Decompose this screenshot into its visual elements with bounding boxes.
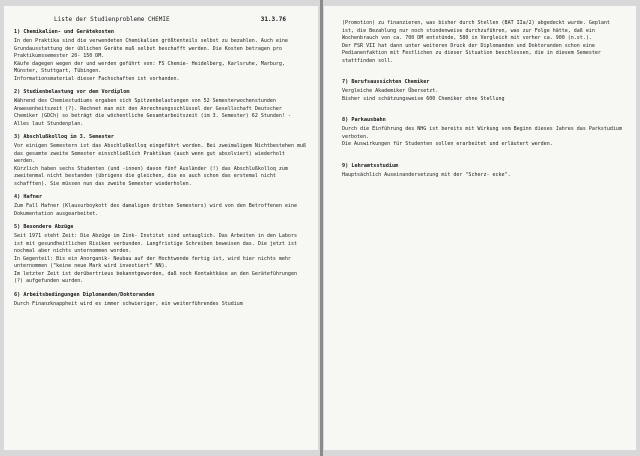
section-body: Durch die Einführung des NHG ist bereits mit Wirkung vom Beginn dieses Jahres das Parkstudium verboten. Die Auswirkungen für Studenten sollen erarbeitet und erläutert werden. <box>342 126 622 147</box>
section-heading: 4) Hafner <box>14 194 43 200</box>
section-body: Während des Chemiestudiums ergaben sich Spitzenbelastungen von 52 Semesterwochenstunden Anwesenheitszeit (?). Rechnet man mit den Anrechnungsschlüssel der Gesellschaft Deutscher Chemiker (GDCh) so beträgt die wöchentliche Gesamtarbeitszeit (im 3. Semester) 62 Stunden! - Alles laut Stundenplan. <box>14 98 294 127</box>
section-berufsaussichten <box>342 79 624 103</box>
page-header <box>14 16 306 23</box>
section-heading: 1) Chemikalien- und Gerätekosten <box>14 29 114 35</box>
section-body: Seit 1971 steht Zeit: Die Abzüge im Zink- Institut sind untauglich. Das Arbeiten in den Labors ist mit gesundheitlichen Risiken verbunden. Langfristige Schreiben beweisen das. Die jetzt ist nochmal aber nichts unternommen worden. In Gegenteil: Bis ein Anorganik- Neubau auf der Hochtwende fertig ist, wird hier nichts mehr unternommen ("keine neue Mark wird investiert" NN). Im letzter Zeit ist derübertrieus bekanntgeworden, daß noch Kontaktkäse an den Geräteführungen (?) aufgefunden wurden. <box>14 233 297 284</box>
section-arbeitsbedingungen <box>14 292 306 309</box>
section-body: In den Praktika sind die verwendeten Chemikalien größtenteils selbst zu bezahlen. Auch eine Grundausstattung der üblichen Geräte muß selbst beschafft werden. Die Kosten betragen pro Praktikumssemester 20- 150 DM. Käufe dagegen wegen der und werden geführt von: FS Chemie- Heidelberg, Karlsruhe, Marburg, Münster, Stuttgart, Tübingen. Informationsmaterial dieser Fachschaften ist vorhanden. <box>14 38 288 82</box>
section-parkausbahn <box>342 117 624 149</box>
section-heading: 8) Parkausbahn <box>342 117 386 123</box>
section-heading: 3) Abschlußkolloq im 3. Semester <box>14 134 114 140</box>
section-hafner <box>14 194 306 218</box>
page-spine <box>320 0 323 456</box>
section-chemikalien <box>14 29 306 83</box>
section-abschlusskolloq <box>14 134 306 188</box>
section-body: Durch Finanzknappheit wird es immer schwieriger, ein weiterführendes Studium <box>14 300 243 307</box>
section-body: Vergleiche Akademiker Übersetzt. Bisher sind schätzungsweise 600 Chemiker ohne Stellung <box>342 88 505 102</box>
section-body: Vor einigen Semestern ist das Abschlußkolloq eingeführt worden. Bei zweimaligem Nichtbestehen muß das gesamte zweite Semester einschließlich Praktikum (auch wenn gut absolviert) wiederholt werden. Kürzlich haben sechs Studenten (und -innen) davon fünf Ausländer (!) das Abschlußkolloq zum zweitenmal nicht bestanden (übrigens die gleichen, die es auch schon das erstemal nicht schafften). Sie müssen nun das zweite Semester wiederholen. <box>14 143 306 187</box>
section-heading: 2) Studienbelastung vor dem Vordiplom <box>14 89 130 95</box>
continuation-text: (Promotion) zu finanzieren, was bisher durch Stellen (BAT IIa/2) abgedeckt wurde. Geplant ist, die Bezahlung nur noch stundenweise durchzuführen, was zur Folge hätte, daß ein Wochenbrauch von ca. 700 DM entstünde, 580 in Vergleich mit vorher ca. 900 (n.st.). Der FSR VII hat dann unter weiteren Druck der Diplomanden und Doktoranden schon eine Pedianenfaktion mit Festlichen zu dieser Situation beschlossen, die in diesem Semester stattfinden soll. <box>342 20 610 64</box>
section-studienbelastung <box>14 89 306 128</box>
section-heading: 7) Berufsaussichten Chemiker <box>342 79 430 85</box>
section-body: Hauptsächlich Auseinandersetzung mit der "Scherz- ecke". <box>342 171 511 178</box>
document-title: Liste der Studienprobleme CHEMIE <box>54 16 170 23</box>
section-body: Zum Fall Hafner (Klausurboykott des damaligen dritten Semesters) wird von den Betroffenen eine Dokumentation ausgearbeitet. <box>14 203 300 217</box>
section-abzuege <box>14 224 306 286</box>
section-heading: 9) Lehramtsstudium <box>342 162 399 169</box>
document-date: 31.3.76 <box>260 16 286 23</box>
section-continuation <box>342 20 624 65</box>
right-page <box>324 6 636 450</box>
section-heading: 6) Arbeitsbedingungen Diplomanden/Doktoranden <box>14 291 155 298</box>
section-lehramtsstudium <box>342 163 624 180</box>
section-heading: 5) Besondere Abzüge <box>14 224 74 230</box>
left-page <box>4 6 318 450</box>
